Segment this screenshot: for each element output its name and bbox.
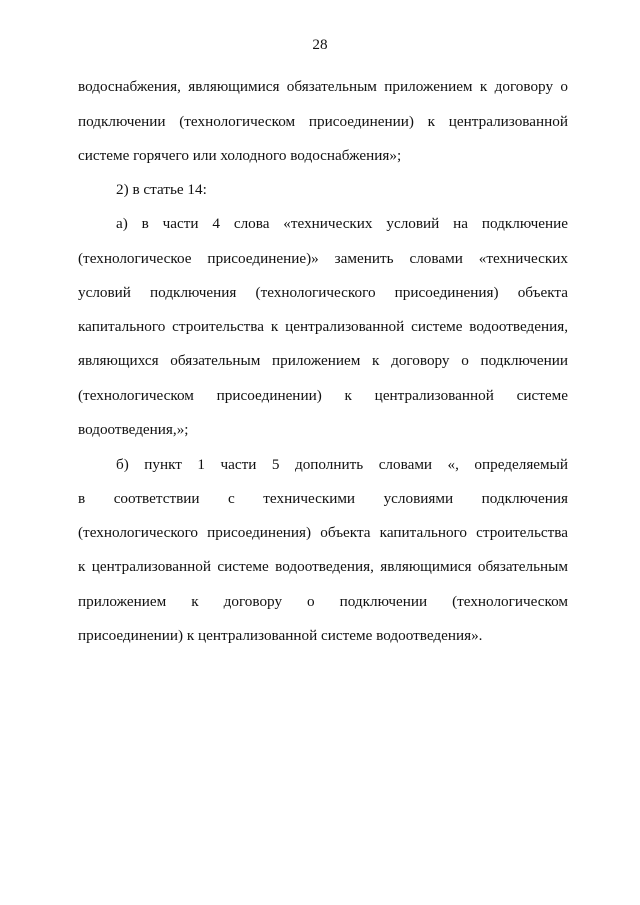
subitem-a-line-7: водоотведения,»;: [78, 421, 189, 438]
subitem-b-line-3: (технологического присоединения) объекта капитального строительства: [78, 524, 568, 541]
subitem-a-line-1: а) в части 4 слова «технических условий на подключение: [116, 215, 568, 232]
subitem-b-line-4: к централизованной системе водоотведения, являющимися обязательным: [78, 558, 568, 575]
subitem-b-line-1: б) пункт 1 части 5 дополнить словами «, определяемый: [116, 456, 568, 473]
subitem-a-line-3: условий подключения (технологического присоединения) объекта: [78, 284, 568, 301]
list-item-2-heading: 2) в статье 14:: [116, 181, 207, 198]
subitem-a-line-4: капитального строительства к централизованной системе водоотведения,: [78, 318, 568, 335]
subitem-a-line-5: являющихся обязательным приложением к договору о подключении: [78, 352, 568, 369]
subitem-b-line-2: в соответствии с техническими условиями подключения: [78, 490, 568, 507]
text-line-2: подключении (технологическом присоединении) к централизованной: [78, 113, 568, 130]
subitem-b-line-6: присоединении) к централизованной системе водоотведения».: [78, 627, 483, 644]
text-line-3: системе горячего или холодного водоснабжения»;: [78, 147, 402, 164]
subitem-a-line-6: (технологическом присоединении) к централизованной системе: [78, 387, 568, 404]
text-line-1: водоснабжения, являющимися обязательным приложением к договору о: [78, 78, 568, 95]
page-number: 28: [312, 36, 328, 53]
subitem-b-line-5: приложением к договору о подключении (технологическом: [78, 593, 568, 610]
subitem-a-line-2: (технологическое присоединение)» заменить словами «технических: [78, 250, 568, 267]
